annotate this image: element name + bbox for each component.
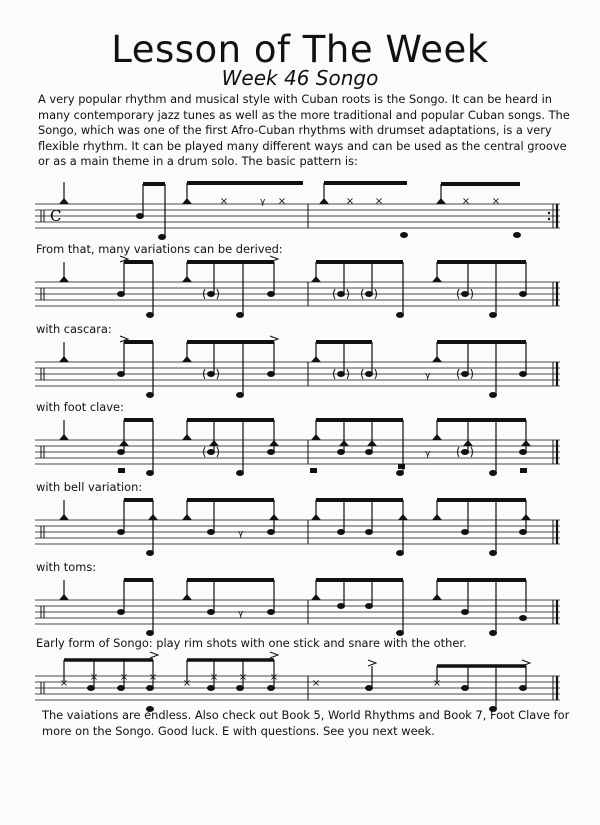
- section-label-toms: with toms:: [36, 560, 97, 574]
- svg-text:×: ×: [238, 672, 248, 683]
- svg-text:×: ×: [277, 196, 287, 207]
- svg-text:×: ×: [59, 678, 69, 689]
- svg-text:×: ×: [311, 678, 321, 689]
- section-label-bell-variation: with bell variation:: [36, 480, 143, 494]
- svg-text:×: ×: [219, 196, 229, 207]
- svg-text:×: ×: [345, 196, 355, 207]
- svg-text:×: ×: [432, 678, 442, 689]
- svg-text:γ: γ: [260, 197, 266, 207]
- section-label-variations: From that, many variations can be derived:: [36, 242, 283, 256]
- section-label-foot-clave: with foot clave:: [36, 400, 124, 414]
- time-signature: C: [50, 207, 62, 225]
- outro-paragraph: The vaiations are endless. Also check out Book 5, World Rhythms and Book 7, Foot Clave for more on the Songo. Good luck. E with questions. See you next week.: [42, 708, 570, 738]
- svg-text:×: ×: [461, 196, 471, 207]
- intro-paragraph: A very popular rhythm and musical style with Cuban roots is the Songo. It can be heard in many contemporary jazz tunes as well as the more traditional and popular Cuban songs. The Songo, which was one of the first Afro-Cuban rhythms with drumset adaptations, is a very flexible rhythm. It can be played many different ways and can be used as the central groove or as a main theme in a drum solo. The basic pattern is:: [38, 92, 570, 169]
- svg-text:×: ×: [209, 672, 219, 683]
- svg-text:γ: γ: [238, 609, 244, 619]
- svg-text:×: ×: [491, 196, 501, 207]
- section-label-cascara: with cascara:: [36, 322, 112, 336]
- svg-text:γ: γ: [425, 371, 431, 381]
- svg-text:×: ×: [89, 672, 99, 683]
- page-subtitle: Week 46 Songo: [221, 66, 379, 90]
- section-label-early-form: Early form of Songo: play rim shots with one stick and snare with the other.: [36, 636, 467, 650]
- svg-text:×: ×: [119, 672, 129, 683]
- svg-text:×: ×: [182, 678, 192, 689]
- svg-text:×: ×: [148, 672, 158, 683]
- svg-text:γ: γ: [238, 529, 244, 539]
- svg-text:×: ×: [269, 672, 279, 683]
- page-title: Lesson of The Week: [111, 28, 489, 71]
- svg-text:γ: γ: [425, 449, 431, 459]
- svg-text:×: ×: [374, 196, 384, 207]
